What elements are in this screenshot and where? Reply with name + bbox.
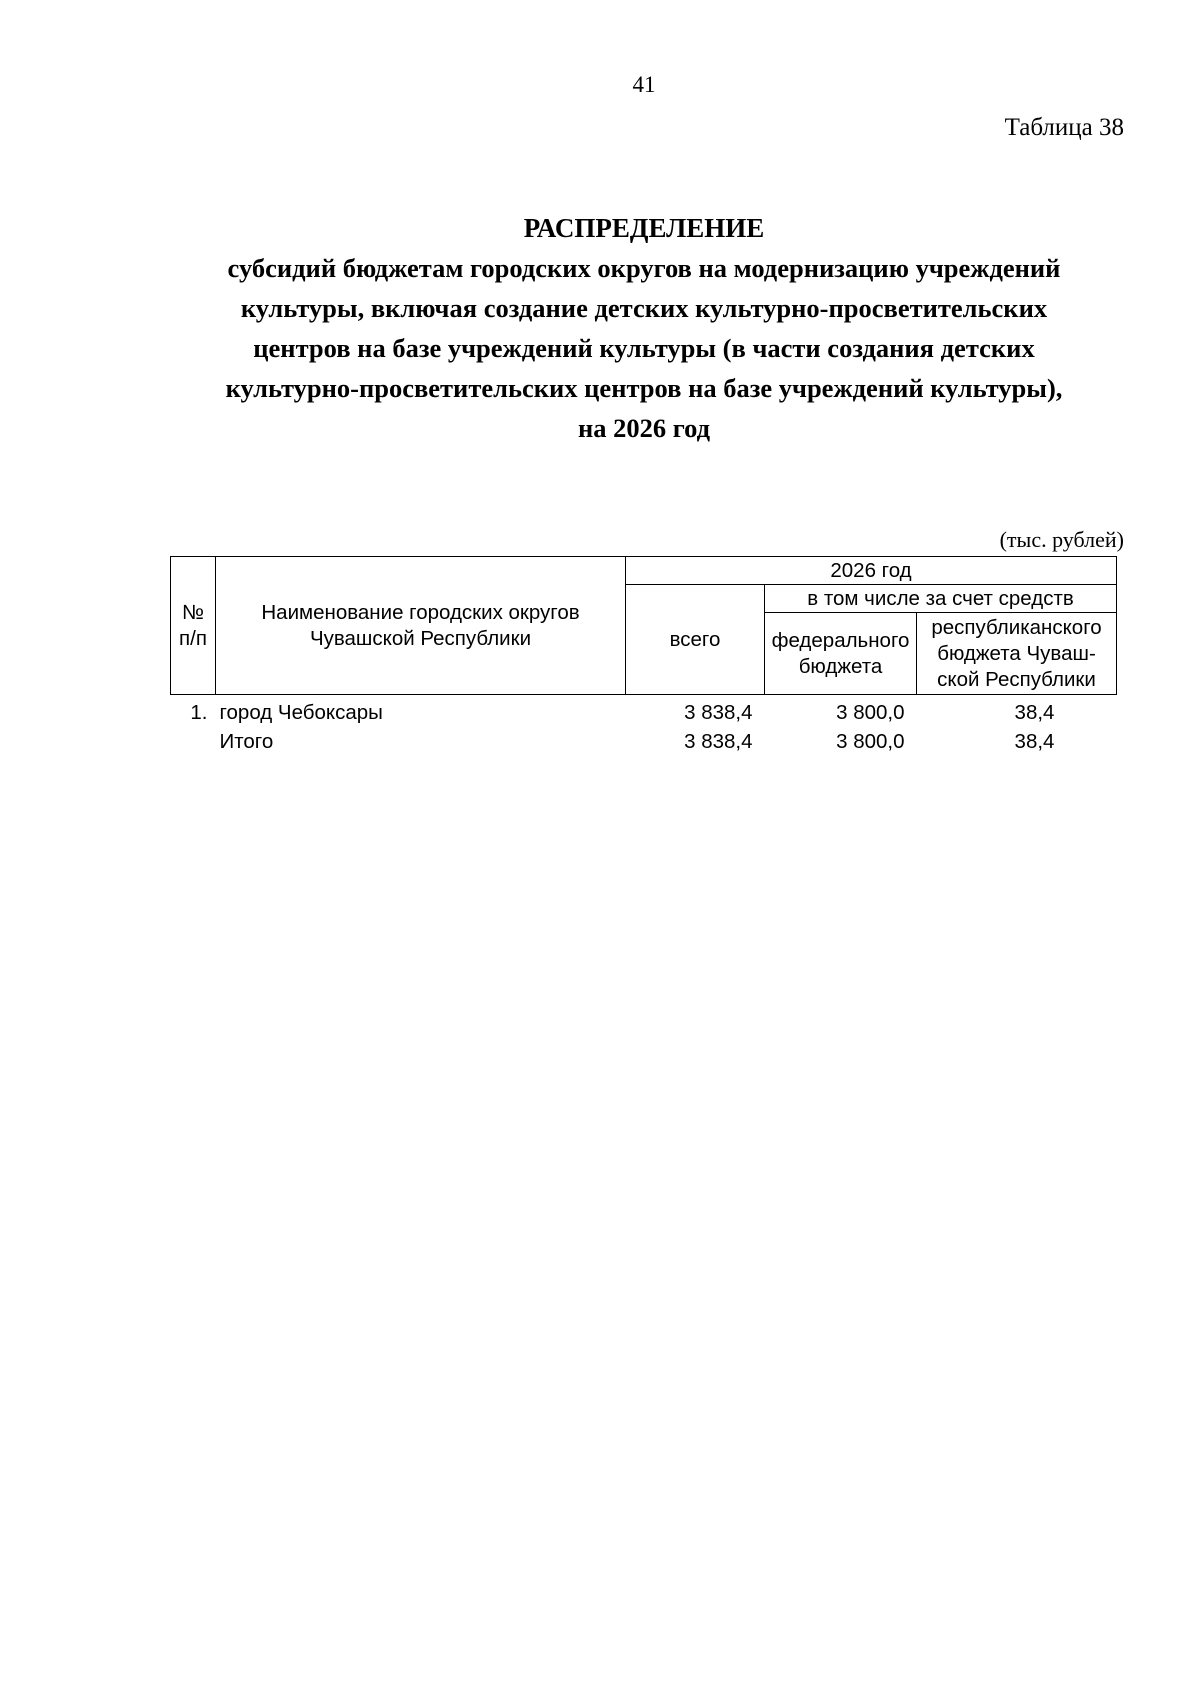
title-line: субсидий бюджетам городских округов на модернизацию учреждений xyxy=(227,253,1061,283)
title-line: центров на базе учреждений культуры (в части создания детских xyxy=(253,333,1035,363)
header-federal: федерального бюджета xyxy=(765,613,917,695)
title-heading: РАСПРЕДЕЛЕНИЕ xyxy=(523,213,765,243)
units-label: (тыс. рублей) xyxy=(999,527,1124,552)
row-total: 3 838,4 xyxy=(684,701,753,724)
row-number xyxy=(171,727,216,756)
header-including: в том числе за счет средств xyxy=(765,585,1117,613)
header-number: № п/п xyxy=(171,557,216,695)
table-caption: Таблица 38 xyxy=(1004,114,1124,141)
row-republic: 38,4 xyxy=(1014,730,1055,753)
row-name: Итого xyxy=(219,730,274,753)
title-line: культурно-просветительских центров на базе учреждений культуры), xyxy=(225,373,1063,403)
header-year: 2026 год xyxy=(626,557,1117,585)
table-row xyxy=(171,695,1117,728)
row-federal: 3 800,0 xyxy=(836,730,905,753)
header-total: всего xyxy=(626,585,765,695)
distribution-table xyxy=(170,556,1117,756)
row-federal: 3 800,0 xyxy=(836,701,905,724)
row-number: 1. xyxy=(190,701,208,724)
document-title xyxy=(100,208,1188,448)
row-republic: 38,4 xyxy=(1014,701,1055,724)
header-name: Наименование городских округов Чувашской Республики xyxy=(216,557,626,695)
table-row-total xyxy=(171,727,1117,756)
title-line: культуры, включая создание детских культурно-просветительских xyxy=(240,293,1048,323)
page-number: 41 xyxy=(632,72,656,97)
header-republic: республиканского бюджета Чуваш-ской Республики xyxy=(917,613,1117,695)
title-line: на 2026 год xyxy=(577,413,711,443)
row-name: город Чебоксары xyxy=(219,701,383,724)
row-total: 3 838,4 xyxy=(684,730,753,753)
